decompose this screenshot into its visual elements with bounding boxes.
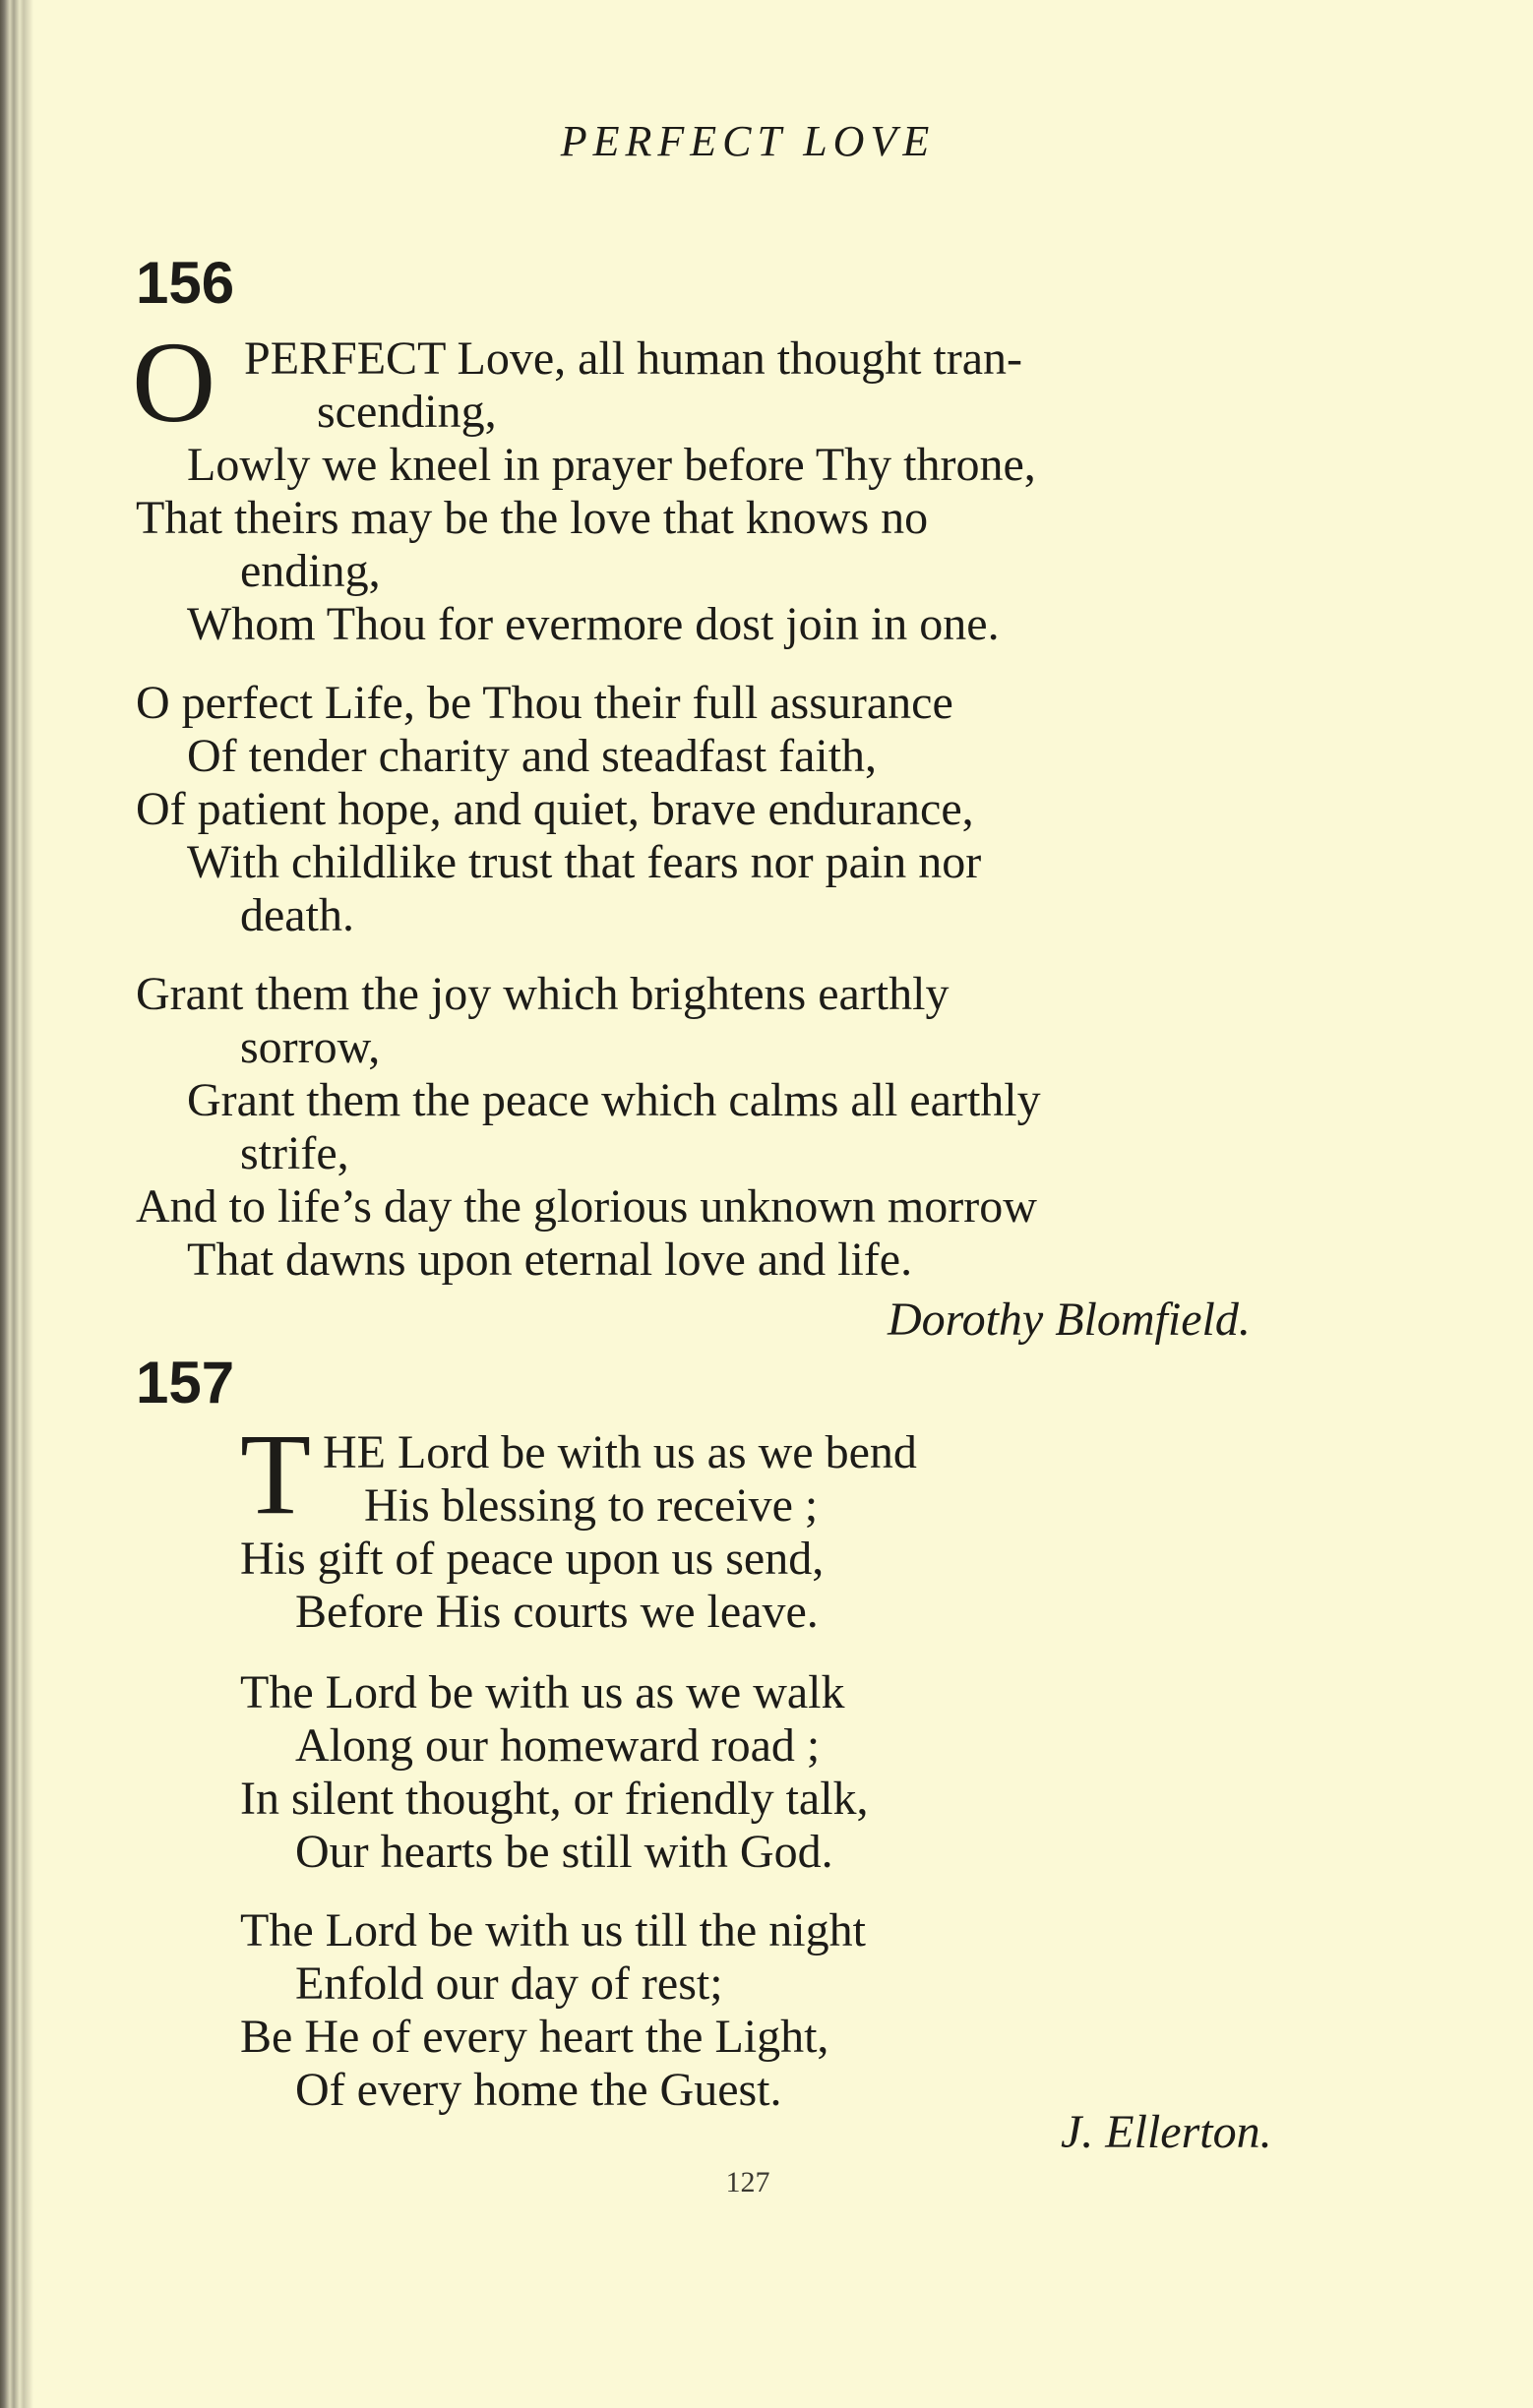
verse-line: Grant them the peace which calms all earthly	[187, 1074, 1041, 1126]
verse-line: sorrow,	[240, 1021, 381, 1073]
hymn-number: 157	[136, 1350, 235, 1415]
verse-line: death.	[240, 889, 354, 941]
verse-line: strife,	[240, 1127, 349, 1179]
page-number: 127	[725, 2166, 770, 2198]
verse-line: In silent thought, or friendly talk,	[240, 1773, 869, 1825]
verse-line: And to life’s day the glorious unknown morrow	[136, 1180, 1037, 1233]
verse-line: Grant them the joy which brightens earthly	[136, 968, 950, 1020]
verse-line: Along our homeward road ;	[295, 1719, 821, 1772]
verse-line: Lowly we kneel in prayer before Thy throne,	[187, 439, 1036, 491]
dropcap: T	[240, 1410, 312, 1538]
verse-line: Enfold our day of rest;	[295, 1957, 723, 2010]
verse-line: Before His courts we leave.	[295, 1586, 819, 1638]
verse-line: That dawns upon eternal love and life.	[187, 1234, 913, 1286]
verse-line: Whom Thou for evermore dost join in one.	[187, 598, 1000, 650]
verse-line: PERFECT Love, all human thought tran-	[244, 332, 1023, 385]
verse-line: HE Lord be with us as we bend	[323, 1426, 917, 1478]
verse-line: The Lord be with us till the night	[240, 1904, 866, 1956]
verse-line: His gift of peace upon us send,	[240, 1533, 825, 1585]
verse-line: Be He of every heart the Light,	[240, 2011, 829, 2063]
verse-line: Of every home the Guest.	[295, 2064, 782, 2116]
verse-line: Of patient hope, and quiet, brave endurance,	[136, 783, 974, 835]
verse-line: That theirs may be the love that knows no	[136, 492, 929, 544]
verse-line: Of tender charity and steadfast faith,	[187, 730, 878, 782]
verse-line: The Lord be with us as we walk	[240, 1666, 845, 1718]
verse-line: ending,	[240, 545, 381, 597]
verse-line: His blessing to receive ;	[364, 1479, 819, 1532]
hymn-author: Dorothy Blomfield.	[888, 1294, 1251, 1346]
hymn-number: 156	[136, 250, 235, 316]
verse-line: With childlike trust that fears nor pain nor	[187, 836, 982, 888]
hymn-author: J. Ellerton.	[1061, 2106, 1272, 2158]
dropcap: O	[132, 318, 216, 447]
verse-line: Our hearts be still with God.	[295, 1826, 833, 1878]
verse-line: O perfect Life, be Thou their full assurance	[136, 677, 953, 729]
verse-line: scending,	[317, 386, 497, 438]
running-head: PERFECT LOVE	[560, 117, 936, 165]
